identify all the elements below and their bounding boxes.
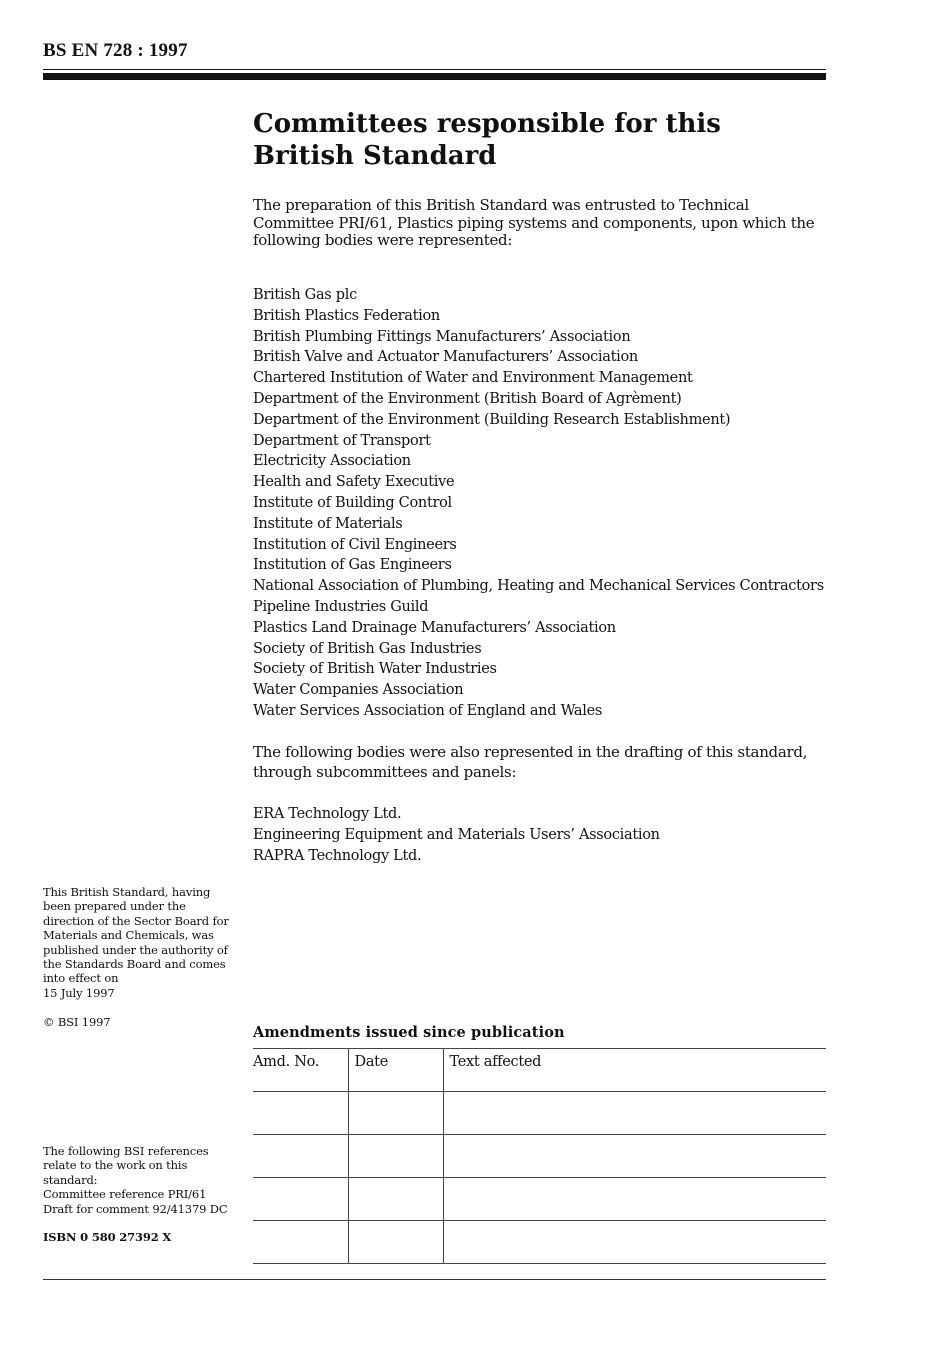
- list-item: RAPRA Technology Ltd.: [253, 847, 422, 864]
- list-item: Health and Safety Executive: [253, 474, 455, 491]
- list-item: Society of British Water Industries: [253, 661, 497, 678]
- notice-line: direction of the Sector Board for: [43, 913, 229, 928]
- list-item: Plastics Land Drainage Manufacturers’ Association: [253, 619, 616, 636]
- reference-line: Committee reference PRI/61: [43, 1187, 207, 1202]
- document-code: BS EN 728 : 1997: [43, 40, 188, 61]
- table-cell: [443, 1221, 826, 1264]
- reference-line: The following BSI references: [43, 1144, 209, 1158]
- publication-notice: [43, 885, 233, 1000]
- footer-rule: [43, 1279, 826, 1280]
- header-rule-thick: [43, 73, 826, 80]
- column-header-date: Date: [348, 1049, 443, 1092]
- list-item: British Valve and Actuator Manufacturers’ Association: [253, 349, 638, 366]
- list-item: Society of British Gas Industries: [253, 640, 482, 657]
- list-item: Department of the Environment (British Board of Agrèment): [253, 390, 682, 407]
- table-cell: [443, 1178, 826, 1221]
- table-row: [253, 1092, 826, 1135]
- list-item: Electricity Association: [253, 453, 411, 470]
- list-item: ERA Technology Ltd.: [253, 806, 402, 822]
- header-rule-thin: [43, 69, 826, 70]
- copyright-notice: © BSI 1997: [43, 1015, 111, 1029]
- list-item: British Plumbing Fittings Manufacturers’ Association: [253, 328, 631, 345]
- notice-line: Materials and Chemicals, was: [43, 928, 214, 943]
- list-item: Department of Transport: [253, 432, 431, 449]
- reference-line: Draft for comment 92/41379 DC: [43, 1201, 228, 1216]
- list-item: British Gas plc: [253, 287, 357, 303]
- amendments-title: Amendments issued since publication: [253, 1024, 565, 1041]
- column-header-text-affected: Text affected: [443, 1049, 826, 1092]
- also-represented-list: [253, 804, 826, 866]
- table-row: [253, 1135, 826, 1178]
- table-cell: [348, 1221, 443, 1264]
- isbn: ISBN 0 580 27392 X: [43, 1230, 172, 1244]
- notice-line: the Standards Board and comes: [43, 957, 226, 972]
- intro-paragraph: The preparation of this British Standard was entrusted to Technical Committee PRI/61, Plastics piping systems and components, upon which the following bodies were represented:: [253, 196, 815, 249]
- notice-line: been prepared under the: [43, 899, 186, 914]
- title-line-1: Committees responsible for this: [253, 109, 721, 139]
- table-cell: [253, 1092, 348, 1135]
- table-row: [253, 1221, 826, 1264]
- list-item: Water Companies Association: [253, 682, 464, 699]
- page-title: [253, 108, 826, 172]
- notice-line: This British Standard, having: [43, 885, 211, 899]
- list-item: Institute of Building Control: [253, 494, 452, 511]
- table-cell: [348, 1092, 443, 1135]
- amendments-header-row: [253, 1049, 826, 1092]
- amendments-table: [253, 1048, 826, 1264]
- table-row: [253, 1178, 826, 1221]
- reference-line: standard:: [43, 1172, 98, 1187]
- list-item: Chartered Institution of Water and Environment Management: [253, 370, 693, 387]
- table-cell: [443, 1092, 826, 1135]
- reference-line: relate to the work on this: [43, 1158, 188, 1173]
- notice-line: 15 July 1997: [43, 985, 115, 1000]
- represented-bodies-list: [253, 285, 826, 722]
- notice-line: into effect on: [43, 971, 119, 986]
- table-cell: [348, 1178, 443, 1221]
- list-item: Pipeline Industries Guild: [253, 598, 429, 615]
- notice-line: published under the authority of: [43, 942, 228, 957]
- list-item: British Plastics Federation: [253, 307, 440, 324]
- table-cell: [253, 1178, 348, 1221]
- table-cell: [253, 1221, 348, 1264]
- title-line-2: British Standard: [253, 141, 497, 171]
- column-header-amd-no: Amd. No.: [253, 1049, 348, 1092]
- table-cell: [253, 1135, 348, 1178]
- list-item: Institute of Materials: [253, 515, 403, 532]
- list-item: Department of the Environment (Building Research Establishment): [253, 411, 731, 428]
- table-cell: [348, 1135, 443, 1178]
- also-represented-paragraph: The following bodies were also represented in the drafting of this standard, through subcommittees and panels:: [253, 743, 808, 781]
- list-item: Engineering Equipment and Materials Users’ Association: [253, 826, 660, 843]
- list-item: Water Services Association of England and Wales: [253, 702, 603, 719]
- bsi-references: [43, 1144, 233, 1216]
- list-item: Institution of Gas Engineers: [253, 557, 452, 574]
- list-item: National Association of Plumbing, Heating and Mechanical Services Contractors: [253, 578, 824, 595]
- list-item: Institution of Civil Engineers: [253, 536, 457, 553]
- table-cell: [443, 1135, 826, 1178]
